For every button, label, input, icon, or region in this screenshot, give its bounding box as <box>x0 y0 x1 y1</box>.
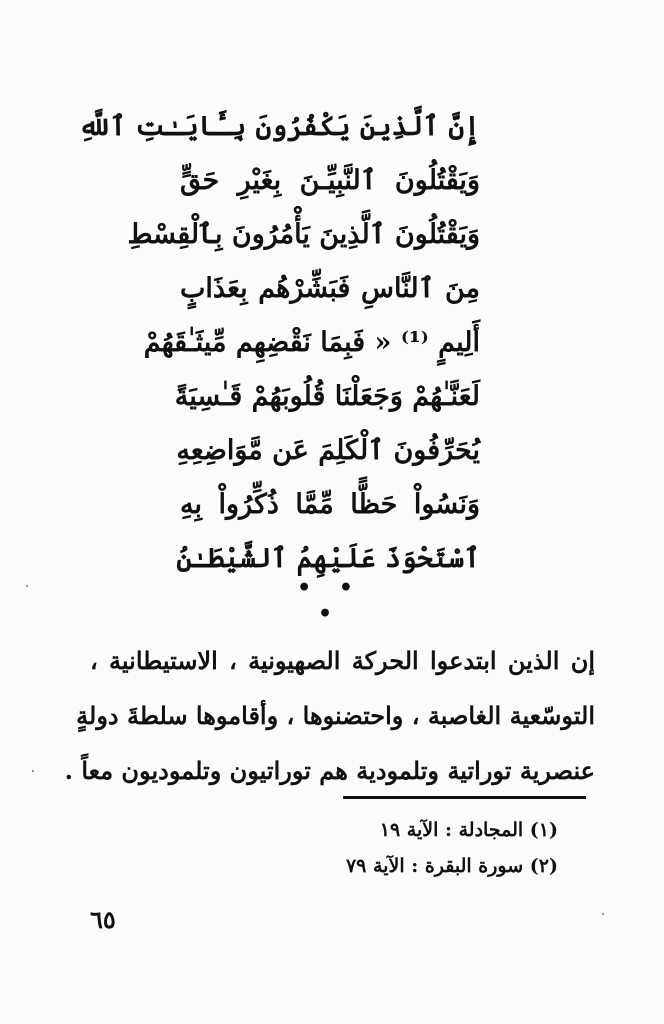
verse-line: وَنَسُواْ حَظًّا مِّمَّا ذُكِّرُواْ بِهِ <box>180 489 480 520</box>
footnote-divider <box>343 796 586 799</box>
footnote-2: (٢) سورة البقرة : الآية ٧٩ <box>345 855 558 877</box>
verse-line: أَلِيمٍ ⁽¹⁾ « فَبِمَا نَقْضِهِم مِّيثَـٰقَهُمْ <box>143 327 480 358</box>
verse-line: وَيَقْتُلُونَ ٱلنَّبِيِّـنَ بِغَيْرِ حَقٍّ <box>180 165 480 196</box>
section-separator: • • • <box>297 575 363 627</box>
verse-line: وَيَقْتُلُونَ ٱلَّذِينَ يَأْمُرُونَ بِٱلْقِسْطِ <box>127 219 480 250</box>
paragraph-line: عنصرية توراتية وتلمودية هم توراتيون وتلموديون معاً . <box>64 756 595 785</box>
verse-line: إِنَّ ٱلَّذِينَ يَكْفُرُونَ بِـَٔايَـٰتِ ٱللَّهِ <box>78 111 480 142</box>
paragraph-line: التوسّعية الغاصبة ، واحتضنوها ، وأقاموها سلطةَ دولةٍ <box>76 701 595 730</box>
quranic-verse-block <box>78 100 480 586</box>
paper-speck <box>26 585 28 587</box>
verse-line: مِنَ ٱلنَّاسِ فَبَشِّرْهُم بِعَذَابٍ <box>180 273 480 304</box>
verse-line: لَعَنَّـٰهُمْ وَجَعَلْنَا قُلُوبَهُمْ قَـٰسِيَةً <box>174 381 480 412</box>
verse-line: ٱسْتَحْوَذَ عَلَيْهِمُ ٱلشَّيْطَـٰنُ <box>176 543 480 574</box>
verse-line: يُحَرِّفُونَ ٱلْكَلِمَ عَن مَّوَاضِعِهِ <box>176 435 480 466</box>
body-paragraph <box>64 633 595 798</box>
paper-speck <box>32 770 34 772</box>
footnote-1: (١) المجادلة : الآية ١٩ <box>379 819 558 841</box>
footnotes <box>300 812 558 884</box>
paragraph-line: إن الذين ابتدعوا الحركة الصهيونية ، الاستيطانية ، <box>90 646 595 675</box>
page-number: ٦٥ <box>90 905 116 934</box>
paper-speck <box>602 913 604 915</box>
